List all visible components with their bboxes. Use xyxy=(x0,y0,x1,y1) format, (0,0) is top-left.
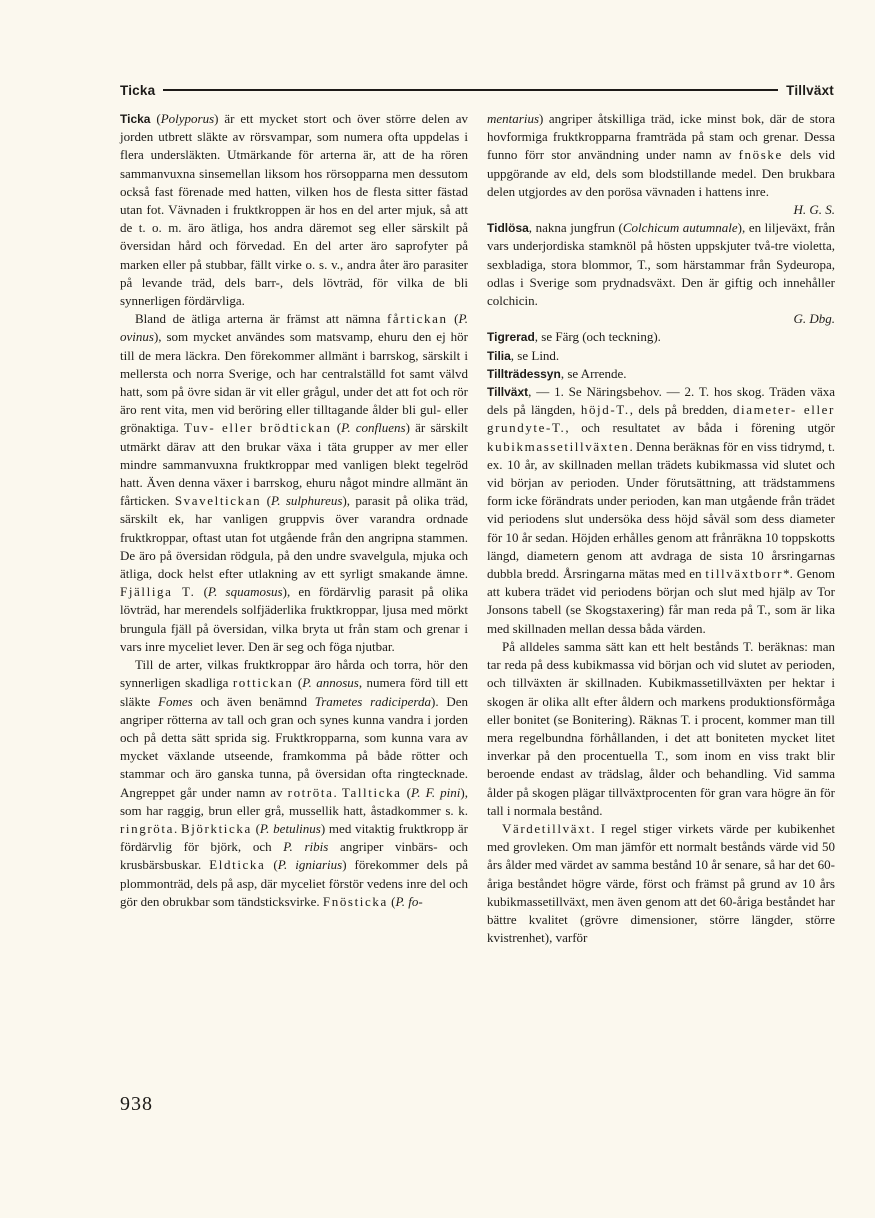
headword: Tillväxt xyxy=(487,385,529,400)
header-rule xyxy=(163,89,778,91)
paragraph: Till de arter, vilkas fruktkroppar äro hårda och torra, hör den synnerligen skadliga rottickan (P. annosus, numera förd till ett släkte Fomes och även benämnd Trametes radiciperda). Den angriper rötterna av tall och gran och synes kunna vandra i jorden och på detta sätt sprida sig. Fruktkropparna, som kunna vara av mycket växlande utseende, framkomma på både rötter och stammar och äro ganska tunna, på översidan ofta ringtecknade. Angreppet går under namn av rotröta. Tallticka (P. F. pini), som har raggig, brun eller grå, mussellik hatt, åstadkommer s. k. ringröta. Björkticka (P. betulinus) med vitaktig fruktkropp är fördärvlig för björk, och P. ribis angriper vinbärs- och krusbärsbuskar. Eldticka (P. igniarius) förekommer dels på plommonträd, dels på asp, där myceliet förstör vedens inre del och gör den obrukbar som tändsticksvirke. Fnösticka (P. fo- xyxy=(120,657,469,909)
entry-tilia: Tilia, se Lind. xyxy=(487,347,560,363)
running-header xyxy=(120,80,834,100)
author-signature: G. Dbg. xyxy=(793,311,835,327)
page-number: 938 xyxy=(120,1093,153,1115)
headword: Tillträdessyn xyxy=(487,366,561,381)
paragraph: På alldeles samma sätt kan ett helt bestånds T. beräknas: man tar reda på dess kubikmassa vid början och vid slutet av perioden, och tillväxten är skillnaden. Kubikmassetillväxten per hektar i skogen är olika allt efter åldern och markens produktionsförmåga eller bonitet (se Bonitering). Räknas T. i procent, kommer man till mera regelbundna förhållanden, i det att boniteten mycket litet inverkar på den procentuella T., som inom en viss trakt blir beroende endast av trädslag, ålder och behandling. Vid samma ålder på skogen plägar tillväxtprocenten för gran vara högre än för tall i normala bestånd. xyxy=(487,638,835,818)
entry-tilltradessyn: Tillträdessyn, se Arrende. xyxy=(487,365,627,381)
headword: Ticka xyxy=(120,112,151,126)
paragraph: Värdetillväxt. I regel stiger virkets värde per kubikenhet med grovleken. Om man jämför ett normalt bestånds värde vid 50 års ålder med värdet av samma bestånd 10 år senare, så har det 60-åriga beståndet högre värde, först och främst på grund av 10 års kubikmassetillväxt, men även genom att det 60-åriga beståndet har bättre kvalitet (grövre dimensioner, större längder, större kvistrenhet), varför xyxy=(487,820,835,946)
paragraph: Bland de ätliga arterna är främst att nämna fårtickan (P. ovinus), som mycket användes som matsvamp, ehuru den ej hör till de mera läckra. Den förekommer allmänt i barrskog, särskilt i mellersta och norra Sverige, och har centralställd fot samt välvd hatt, som på övre sidan är vit eller grågul, under det att fot och rör äro rent vita, men vid beröring eller tilltagande ålder bli gul- eller grönaktiga. Tuv- eller brödtickan (P. confluens) är särskilt utmärkt därav att den brukar växa i täta grupper av mer eller mindre sammanvuxna fruktkroppar med vanligen blekt tegelröd hatt. Även denna växer i barrskog, ehuru något mindre allmänt än fårticken. Svaveltickan (P. sulphureus), parasit på olika träd, särskilt ek, har vanligen gruppvis över varandra ordnade fruktkroppar, oftast utan fot utgående från den angripna stammen. De äro på översidan rödgula, på den undre svavelgula, mjuka och ätliga, dock helst efter utlakning av ett syrligt smakande ämne. Fjälliga T. (P. squamosus), en fördärvlig parasit på olika lövträd, har merendels solfjäderlika fruktkroppar, ljusa med mörkt brungula fjäll på översidan, vilka bryta ut från stam och grenar i vars inre myceliet lever. Den är seg och föga njutbar. xyxy=(120,311,468,654)
entry-tidlosa: Tidlösa, nakna jungfrun (Colchicum autumnale), en liljeväxt, från vars underjordiska stamknöl på hösten uppskjuter två-tre violetta, sexbladiga, stora blommor, T., som härstammar från Sydeuropa, odlas i Sverige som prydnadsväxt. Den är giftig och innehåller colchicin. G. Dbg. xyxy=(487,219,835,328)
paragraph: mentarius) angriper åtskilliga träd, icke minst bok, där de stora hovformiga fruktkropparna framträda på stam och grenar. Dessa funno förr stor användning under namn av fnöske dels vid uppgörande av eld, dels som blodstillande medel. Den brukbara delen utgjordes av den porösa vävnaden i hattens inre. H. G. S. xyxy=(487,110,835,219)
entry-tigrerad: Tigrerad, se Färg (och teckning). xyxy=(487,329,661,345)
right-column xyxy=(487,110,835,947)
headword: Tidlösa xyxy=(487,221,529,236)
header-left-word: Ticka xyxy=(120,82,156,98)
left-column xyxy=(120,110,468,911)
headword: Tilia xyxy=(487,348,511,363)
header-right-word: Tillväxt xyxy=(786,82,834,98)
author-signature: H. G. S. xyxy=(793,202,835,218)
entry-tillvaxt: Tillväxt, — 1. Se Näringsbehov. — 2. T. hos skog. Träden växa dels på längden, höjd-T., dels på bredden, diameter- eller grundyte-T., och resultatet av båda i förening utgör kubikmassetillväxten. Denna beräknas för en viss tidrymd, t. ex. 10 år, av skillnaden mellan trädets kubikmassa vid slutet och vid början av perioden. Under förutsättning, att trädstammens form icke förändrats under perioden, kan man utgående från trädet vid periodens slut undersöka dess höjd såväl som dess diameter för 10 år sedan. Höjden erhålles genom att frånräkna 10 toppskotts längd, diametern genom att avdraga de sista 10 årsringarnas dubbla bredd. Årsringarna mätas med en tillväxtborr*. Genom att kubera trädet vid periodens början och slut med hjälp av Tor Jonsons tabell (se Skogstaxering) får man reda på T., som är lika med skillnaden mellan dessa båda värden. xyxy=(487,384,835,636)
entry-ticka: Ticka (Polyporus) är ett mycket stort och över större delen av jorden utbrett släkte av rörsvampar, som numera ofta uppdelas i flera undersläkten. Utmärkande för arterna är, att de ha rören sammanvuxna sinsemellan liksom hos rörsopparna men dessutom också fast förenade med hatten, vilken hos de flesta sitter fästad utan fot. Vävnaden i fruktkroppen är hos en del arter mjuk, så att de t. o. m. äro ätliga, hos andra däremot seg eller särskilt på översidan hård och förvedad. En del arter äro saprofyter på marken eller på stubbar, fällt virke o. s. v., andra åter äro parasiter på levande träd, dels barr-, dels lövträd, för vilka de bli synnerligen fördärvliga. xyxy=(120,111,468,309)
headword: Tigrerad xyxy=(487,330,535,345)
